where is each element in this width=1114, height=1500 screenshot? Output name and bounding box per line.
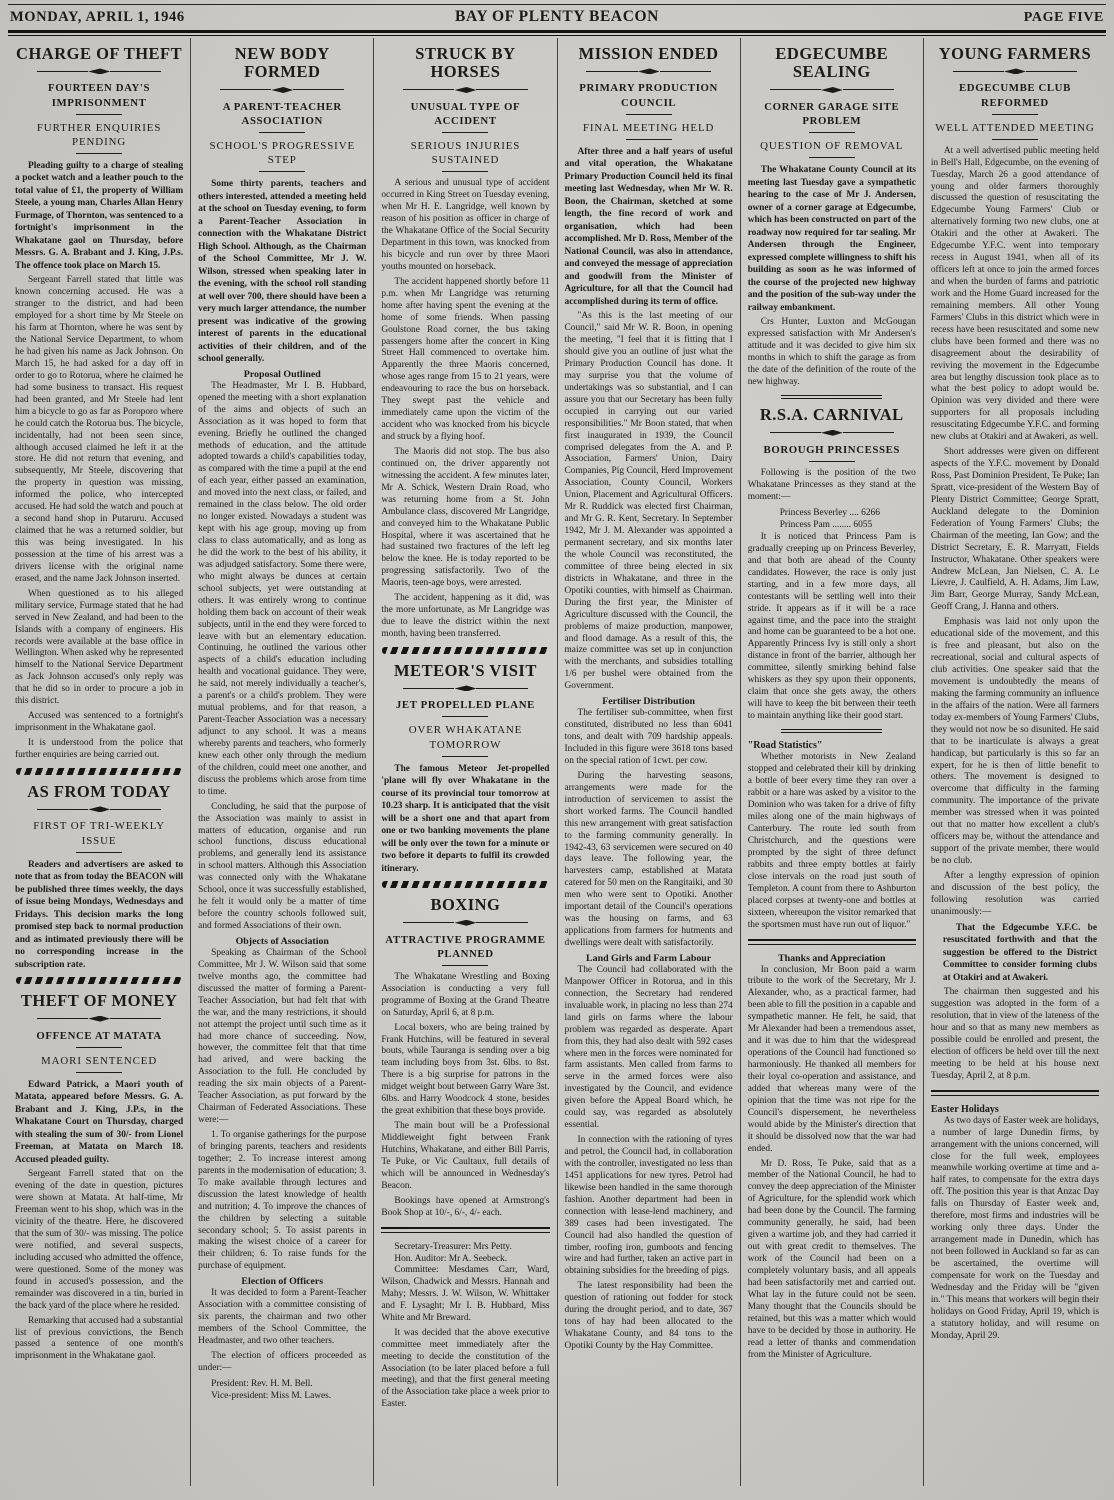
paragraph: In connection with the rationing of tyres and petrol, the Council had, in collaboration with the controller, investigated no less than 1451 applications for new tyres. Petrol had likewise been handled in the same thorough fashion. Another department had been in connection with lease-lend machinery, and 389 cases had been investigated. The Council had also handled the question of timber, roofing iron, gumboots and fencing wire and had further, taken an active part in obtaining subsidies for the breeding of pigs. — [564, 1135, 733, 1277]
paragraph: Sergeant Farrell stated that on the evening of the date in question, pictures were shown at Matata. At half-time, Mr Freeman went to his shop, which was in the vicinity of the theatre. Here, he discovered that the sum of 30/- was missing. The police were notified, and several suspects, including accused who admitted the offence, were questioned. Some of the money was found in accused's possession, and the remainder was discovered in a tin, buried in the back yard of the place where he resided. — [15, 1169, 184, 1311]
article — [381, 45, 549, 654]
deck-rule — [809, 461, 855, 462]
article — [381, 662, 549, 888]
paragraph: Crs Hunter, Luxton and McGougan expressed satisfaction with Mr Andersen's attitude and it was decided to give him six months in which to shift the garage as from the date of the definition of the route of the new highway. — [747, 317, 916, 387]
headline-divider — [37, 1016, 161, 1022]
paragraph: Bookings have opened at Armstrong's Book Shop at 10/-, 6/-, 4/- each. — [381, 1195, 550, 1218]
headline: METEOR'S VISIT — [393, 660, 537, 680]
subhead: "Road Statistics" — [747, 740, 823, 752]
sub-deck: SCHOOL'S PROGRESSIVE STEP — [209, 140, 356, 167]
subhead: Land Girls and Farm Labour — [586, 952, 712, 964]
paragraph: 1. To organise gatherings for the purpose of bringing parents, teachers and residents together; 2. To increase interest among parents in the modernisation of education; 3. To make available through lectures and discussion the latest knowledge of health and nutrition; 4. To improve the chances of the children by selecting a suitable secondary school; 5. To assist parents in making the wisest choice of a career for their children; 6. To raise funds for the purchase of equipment. — [198, 1130, 367, 1272]
paragraph: In conclusion, Mr Boon paid a warm tribute to the work of the Secretary, Mr J. Alexander, who, as a practical farmer, had been able to fill the position in a capable and sympathetic manner. He felt, he said, that Mr Alexander had been a tremendous asset, and it was due to him that the widespread operations of the Council had functioned so harmoniously. He thanked all members for their loyal co-operation and assistance, and added that whereas many were of the opinion that the time was not ripe for the Council's dispersement, he nevertheless would abide by the Minister's direction that it should be dissolved now that the war had ended. — [747, 964, 916, 1154]
paragraph: Following is the position of the two Whakatane Princesses as they stand at the moment:— — [747, 467, 916, 502]
subhead: Easter Holidays — [930, 1103, 999, 1115]
deck-rule — [259, 171, 305, 172]
deck: OFFENCE AT MATATA — [36, 1029, 162, 1042]
deck: UNUSUAL TYPE OF ACCIDENT — [410, 100, 521, 127]
deck-rule — [76, 1072, 122, 1073]
deck-rule — [442, 716, 488, 717]
article — [15, 45, 183, 775]
sub-deck: WELL ATTENDED MEETING — [935, 121, 1095, 134]
deck-rule — [76, 1047, 122, 1048]
paragraph: Committee: Mesdames Carr, Ward, Wilson, Chadwick and Messrs. Hannah and Mahy; Messrs. J. W. Wilson, W. Whittaker and F. Lysaght; Mr I. B. Hubbard, Miss White and Mr Breward. — [381, 1265, 550, 1323]
lead-paragraph: Edward Patrick, a Maori youth of Matata, appeared before Messrs. G. A. Brabant and J. King, J.P.s, in the Whakatane Court on Thursday, charged with stealing the sum of 30/- from Lionel Freeman, at Matata on March 18. Accused pleaded guilty. — [15, 1079, 184, 1165]
deck-rule — [442, 132, 488, 133]
newspaper-column-4 — [558, 38, 741, 1486]
heavy-rule — [931, 1090, 1099, 1096]
deck-rule — [809, 157, 855, 158]
paragraph: Speaking as Chairman of the School Committee, Mr J. W. Wilson said that some twelve months ago, the committee had discussed the matter of forming a Parent-Teacher Association, but had felt that with the war, and the many restrictions, it should not attempt the project until such time as it had more chance of succeeding. Now, however, the committee felt that that time had arived, and were backing the Association to the full. He concluded by reading the six main objects of a Parent-Teacher Association, as put forward by the Chairman of Federated Associations. These were:— — [198, 947, 367, 1126]
paragraph: The Maoris did not stop. The bus also continued on, the driver apparently not witnessing the accident. A few minutes later, Mr A. Schick, Western Drain Road, who was returning home from a St. John Ambulance class, discovered Mr Langridge, and conveyed him to the Whakatane Public Hospital, where it was ascertained that he had sustained two fractures of the left leg below the knee. He is today reported to be progressing satisfactorily. Two of the Maoris, teen-age boys, were arrested. — [381, 446, 550, 589]
article — [15, 992, 183, 1363]
paragraph: Remarking that accused had a substantial list of previous convictions, the Bench passed a sentence of one month's imprisonment in the Whakatane gaol. — [15, 1315, 184, 1362]
headline-divider — [403, 920, 527, 926]
paragraph: The accident, happening as it did, was the more unfortunate, as Mr Langridge was due to leave the district within the next month, having been transferred. — [381, 593, 550, 640]
arrow-ornament-icon — [638, 68, 660, 74]
paragraph: It is noticed that Princess Pam is gradually creeping up on Princess Beverley, and that both are ahead of the County candidates. However, the race is only just starting, and in a few more days, all contestants will be settling well into their stride. It appears as if it will be a race against time, and the pace into the straight and home can be guaranteed to be a hot one. Apparently Princess Ivy is still only a short distance in front of the barrier, although her committee, silently smirking behind false whiskers as they spy upon their opponents, claim that once she gets away, the others will have to keep the bit between their teeth to maintain anything like their good start. — [747, 531, 916, 722]
paragraph: During the harvesting seasons, arrangements were made for the introduction of servicemen to assist the short worked farms. The Council handled this new arrangement with great satisfaction to the farming community generally. In 1942-43, 63 servicemen were secured on 40 days leave. The following year, the harvesters camp, established at Matata catered for 50 men on the Rangitaiki, and 30 men who were sent to Opotiki. Another important detail of the Council's operations was the housing on farms, and 63 applications from farmers for hutments and dwellings were dealt with satisfactorily. — [564, 770, 733, 949]
deck-rule — [809, 132, 855, 133]
arrow-ornament-icon — [454, 920, 476, 926]
score-line: Princess Pam ........ 6055 — [779, 520, 873, 531]
deck-rule — [442, 171, 488, 172]
deck-rule — [992, 114, 1038, 115]
column-grid — [8, 38, 1106, 1486]
arrow-ornament-icon — [454, 87, 476, 93]
arrow-ornament-icon — [88, 68, 110, 74]
headline: NEW BODY FORMED — [234, 44, 330, 82]
wavy-divider — [16, 977, 182, 984]
wavy-divider — [382, 881, 548, 888]
sub-deck: SERIOUS INJURIES SUSTAINED — [410, 140, 521, 167]
deck: JET PROPELLED PLANE — [395, 699, 535, 712]
sub-deck: FIRST OF TRI-WEEKLY ISSUE — [33, 820, 165, 847]
lead-paragraph: The famous Meteor Jet-propelled 'plane will fly over Whakatane in the course of its provincial tour tomorrow at 10.23 sharp. It is anticipated that the visit will be a short one and that apart from one or two banking movements the plane will be only over the town for a minute or two before it departs to fulfil its crowded itinerary. — [381, 763, 550, 874]
sub-deck: FINAL MEETING HELD — [582, 121, 715, 134]
headline-divider — [220, 87, 344, 93]
sub-deck: MAORI SENTENCED — [41, 1054, 158, 1067]
lead-paragraph: Readers and advertisers are asked to note that as from today the BEACON will be published three times weekly, the days of issue being Mondays, Wednesdays and Fridays. This decision marks the long promised step back to normal production and as intimated previously there will be no corresponding increase in the subscription rate. — [15, 859, 184, 970]
score-line: Princess Beverley .... 6266 — [779, 507, 880, 518]
arrow-ornament-icon — [271, 87, 293, 93]
headline-divider — [770, 430, 894, 436]
deck-rule — [626, 139, 672, 140]
headline: MISSION ENDED — [578, 44, 719, 63]
double-rule — [781, 729, 882, 734]
article — [15, 783, 183, 984]
deck-rule — [76, 114, 122, 115]
officer-line: Hon. Auditor: Mr A. Seebeck. — [394, 1253, 508, 1264]
lead-paragraph: Pleading guilty to a charge of stealing a pocket watch and a leather pouch to the total value of £1, the property of William Steele, a young man, Charles Allan Henry Furmage, of Thornton, was sentenced to a fortnight's imprisonment in the Whakatane gaol on Thursday, before Messrs. G. A. Brabant and J. King, J.P.s. The offence took place on March 15. — [15, 160, 184, 271]
subhead: Election of Officers — [241, 1276, 324, 1288]
article — [748, 45, 916, 399]
paragraph: It is understood from the police that further enquiries are being carried out. — [15, 738, 184, 760]
heavy-rule — [381, 1227, 549, 1233]
headline: AS FROM TODAY — [27, 781, 171, 801]
deck-rule — [76, 153, 122, 154]
paragraph: The election of officers proceeded as under:— — [198, 1350, 367, 1373]
deck-rule — [442, 756, 488, 757]
deck-rule — [76, 852, 122, 853]
heavy-rule — [748, 939, 916, 945]
deck: EDGECUMBE CLUB REFORMED — [959, 82, 1071, 109]
article — [565, 45, 733, 1353]
headline: STRUCK BY HORSES — [415, 44, 516, 82]
paragraph: Sergeant Farrell stated that little was known concerning accused. He was a stranger to the district, and had been employed for a short time by Mr Steele on his farm at Thornton, where he was sent by the National Service Department, to whom he had given his name as Jack Johnson. On March 15, he had asked for a day off in order to go to Rotorua, where he claimed he had some business to transact. His request had been granted, and Mr Steele had lent him a bicycle to go as far as Poroporo where he could catch the Rotorua bus. The bicycle, incidentally, had not been seen since, although accused claimed he left it at the store. He did not return that evening, and subsequently, Mr Steele, discovering that the property in question was missing, informed the police, who intercepted accused. He had sold the watch and pouch at a second hand shop in Putaruru. Accused claimed that he was a returned soldier, but this was being investigated. In his possession at the time of his arrest was a drivers license with the original name erased, and the name Jack Johnson inserted. — [15, 275, 184, 584]
masthead-date: MONDAY, APRIL 1, 1946 — [10, 9, 185, 25]
paragraph: After a lengthy expression of opinion and discussion of the best policy, the following resolution was carried unanimously:— — [930, 870, 1100, 917]
paragraph: Concluding, he said that the purpose of the Association was mainly to assist in matters of education, organise and run school functions, discuss educational problems, and generally lend its assistance in school matters. Although this Association was connected only with the Whakatane School, once it was successfully established, he felt it would only be a matter of time before the country schools followed suit, and formed Associations of their own. — [198, 801, 367, 932]
lead-paragraph: The Whakatane County Council at its meeting last Tuesday gave a sympathetic hearing to the case of Mr J. Andersen, owner of a corner garage at Edgecumbe, which has been constructed on part of the roadway now required for tar sealing. Mr Andersen through the Engineer, expressed complete willingness to shift his building as soon as he was informed of the course of the projected new highway and the position of the sub-way under the railway embankment. — [747, 165, 916, 313]
article — [931, 1104, 1099, 1343]
paragraph: At a well advertised public meeting held in Bell's Hall, Edgecumbe, on the evening of Tuesday, March 26 a good attendance of young and older farmers thoroughly discussed the question of resuscitating the Edgecumbe Young Farmers' Club or alternatively forming two new clubs, one at Otakiri and the other at Awakeri. The Edgecumbe Y.F.C. went into temporary recess in August 1941, when all of its officers left at once to join the armed forces and when the burden of farms and patriotic work and the Home Guard increased for the remaining members. All other Young Farmers' Clubs in this district which were in recess have been resuscitated and some new clubs have been formed and there was no disagreement about the desirability of reviving the movement in the Edgecumbe area but lengthy discussion took place as to what the best policy to adopt would be. Opinion was very divided and there were supporters for all proposals including resuscitating Edgecumbe Y.F.C. and forming new clubs at Otakiri and at Awakeri, as well. — [930, 145, 1100, 443]
officer-line: Vice-president: Miss M. Lawes. — [211, 1391, 332, 1402]
article — [748, 406, 916, 733]
newspaper-column-6 — [924, 38, 1106, 1486]
lead-paragraph: After three and a half years of useful and vital operation, the Whakatane Primary Production Council held its final meeting last Wednesday, when Mr W. R. Boon, the Chairman, sketched at some length, the fine record of work and organisation, which had been accomplished. Mr D. Ross, Member of the National Council, was also in attendance, and conveyed the message of appreciation and goodwill from the Minister of Agriculture, for all that the Council had accomplished during its term of office. — [564, 146, 733, 307]
lead-paragraph: Some thirty parents, teachers and others interested, attended a meeting held at the school on Tuesday evening, to form a Parent-Teacher Association in connection with the Whakatane District High School. Although, as the Chairman of the School Committee, Mr J. W. Wilson, stressed when speaking later in the evening, with the school roll standing at well over 700, there should have been a very much larger attendance, the number present was indicative of the growing interest of parents in the educational activities of their children, and of the school generally. — [198, 179, 367, 365]
arrow-ornament-icon — [821, 87, 843, 93]
article — [381, 1241, 549, 1412]
paragraph: As two days of Easter week are holidays, a number of large Dunedin firms, by arrangement with the unions concerned, will close for the full week, employees meanwhile working overtime at time and a-half rates, to compensate for the extra days off. The position this year is that Anzac Day falls on Thursday of Easter week and, therefore, most firms and industries will be working only three days. Under the arrangement made in Dunedin, which has not been followed in Auckland so far as can be ascertained, the overtime will compensate for work on the Tuesday and Wednesday and the Friday will be "given in." This means that workers will begin their holidays on Good Friday, April 19, which is a statutory holiday, and will resume on Monday, April 29. — [930, 1115, 1100, 1341]
headline: BOXING — [430, 895, 501, 915]
paragraph: Accused was sentenced to a fortnight's imprisonment in the Whakatane gaol. — [15, 711, 184, 734]
paragraph: It was decided that the above executive committee meet immediately after the meeting to decide the constitution of the Association (to be later placed before a full meeting), and that the first general meeting of the Association take place a week prior to Easter. — [381, 1327, 550, 1410]
headline: R.S.A. CARNIVAL — [759, 405, 904, 425]
sub-deck: OVER WHAKATANE TOMORROW — [408, 724, 523, 751]
newspaper-column-3 — [374, 38, 557, 1486]
headline-divider — [953, 68, 1077, 74]
headline-divider — [770, 87, 894, 93]
deck: ATTRACTIVE PROGRAMME PLANNED — [385, 933, 546, 960]
deck-rule — [992, 139, 1038, 140]
double-rule — [781, 395, 882, 400]
arrow-ornament-icon — [88, 1016, 110, 1022]
headline-divider — [403, 685, 527, 691]
paragraph: "As this is the last meeting of our Council," said Mr W. R. Boon, in opening the meeting, "I feel that it is fitting that I should give you an outline of just what the Primary Production Council has done. It may surprise you that the volume of undertakings was so substantial, and I can assure you that our Secretary has been fully occupied in carrying out our varied responsibilities." Mr Boon stated, that when first inaugurated in 1939, the Council comprised delegates from the A. and P. Association, Farmers' Union, Dairy Companies, Pig Council, Herd Improvement Association, County Council, Workers Union, Placement and Agricultural Officers. Mr R. Ruddick was elected first Chairman, and Mr G. R. Kent, Secretary. In September 1942, Mr J. M. Alexander was appointed a permanent secretary, and six months later the whole Council was reconstituted, the committee of three being elected in six districts in Whakatane, and three in the Opotiki counties, with himself as Chairman. During the first year, the Minister of Agriculture discussed with the Council, the problems of maize production, manpower, and flood damage. As a result of this, the maize committee was set up in conjunction with the merchants, and subsidies totalling 1/6 per bushel were obtained from the Government. — [564, 311, 733, 692]
arrow-ornament-icon — [88, 806, 110, 812]
sub-deck: FURTHER ENQUIRIES PENDING — [36, 121, 162, 148]
arrow-ornament-icon — [821, 430, 843, 436]
headline: THEFT OF MONEY — [20, 991, 178, 1011]
headline-divider — [403, 87, 527, 93]
wavy-divider — [16, 768, 182, 775]
article — [381, 896, 549, 1232]
paragraph: Whether motorists in New Zealand stopped and celebrated their kill by drinking a bottle of beer every time they ran over a rabbit or a hare was asked by a visitor to the Dominion who was taken for a drive of fifty miles along one of the main highways of Canterbury. The route led south from Christchurch, and the questions were prompted by the sight of three defunct rabbits and three empty bottles at fairly close intervals on the road just south of Templeton. A count from there to Ashburton placed corpses at twenty-one and bottles at sixteen, whereupon the visitor remarked that the sportsmen must have run out of liquor." — [747, 752, 916, 930]
deck-rule — [259, 132, 305, 133]
newspaper-column-5 — [741, 38, 924, 1486]
deck-rule — [626, 114, 672, 115]
newspaper-column-1 — [8, 38, 191, 1486]
deck: PRIMARY PRODUCTION COUNCIL — [579, 82, 718, 109]
headline: CHARGE OF THEFT — [16, 44, 183, 63]
subhead: Objects of Association — [235, 935, 329, 947]
paragraph: The Whakatane Wrestling and Boxing Association is conducting a very full programme of Boxing at the Grand Theatre on Saturday, April 6, at 8 p.m. — [381, 971, 550, 1018]
arrow-ornament-icon — [454, 685, 476, 691]
subhead: Fertiliser Distribution — [602, 696, 695, 708]
headline: YOUNG FARMERS — [938, 44, 1092, 63]
paragraph: Short addresses were given on different aspects of the Y.F.C. movement by Donald Ross, Past Dominion President, Te Puke; Ian Spratt, vice-president of the Western Bay of Plenty District Committee; George Spratt, Auckland delegate to the Dominion Federation of Young Farmers' Clubs; the Chairman of the meeting, Ian Gow; and the District Secretary, E. R. Marryatt, Fields Instructor, Whakatane. Other speakers were Andrew McLean, Jan Nielsen, C. A. Le Lievre, J. Caulfield, A. H. Adams, Jim Law, Jim Barr, George Murray, Sandy McLean, Geoff Crang, J. Hanna and others. — [930, 447, 1100, 613]
article — [748, 740, 916, 944]
paragraph: The accident happened shortly before 11 p.m. when Mr Langridge was returning home after having spent the evening at the home of some friends. When passing Goulstone Road corner, the bus taking passengers home after the concert in King Street Hall commenced to overtake him. Apparently the three Maoris concerned, whose ages range from 15 to 21 years, were endeavouring to race the bus on horseback. They swept past the vehicle and immediately came upon the victim of the accident who was knocked from his bicycle and struck by a flying hoof. — [381, 276, 550, 443]
paragraph: The main bout will be a Professional Middleweight fight between Frank Hutchins, Whakatane, and either Bill Parris, Te Puke, or Vic Caultaux, full details of which will be announced in Wednesday's Beacon. — [381, 1121, 550, 1191]
article — [931, 45, 1099, 1096]
paragraph: It was decided to form a Parent-Teacher Association with a committee consisting of six parents, the chairman and two other members of the School Committee, the Headmaster, and two other teachers. — [198, 1288, 367, 1347]
paragraph: Mr D. Ross, Te Puke, said that as a member of the National Council, he had to convey the deep appreciation of the Minister of Agriculture, for the splendid work which had been done by the Council. The farming community generally, he said, had been given a wartime job, and they had carried it out with great credit to themselves. The work of the Council had been on a completely voluntary basis, and all appeals had been satisfactorily met and carried out. What lay in the future could not be seen. Many thought that the Councils should be retained, but this was a matter which would have to be decided by those in authority. He read a letter of thanks and commendation from the Minister of Agriculture. — [747, 1158, 916, 1360]
masthead-rule — [8, 30, 1106, 36]
deck: CORNER GARAGE SITE PROBLEM — [764, 100, 900, 127]
resolution-paragraph: That the Edgecumbe Y.F.C. be resuscitated forthwith and that the suggestion be offered to the District Committee to consider forming clubs at Otakiri and at Awakeri. — [942, 922, 1098, 983]
headline-divider — [586, 68, 710, 74]
subhead: Proposal Outlined — [243, 368, 321, 380]
wavy-divider — [382, 647, 548, 654]
arrow-ornament-icon — [1004, 68, 1026, 74]
paragraph: When questioned as to his alleged military service, Furmage stated that he had served in New Zealand, and had been to the Islands with a company of engineers. His records were available at the base office in Wellington. When asked why he represented himself to the National Service Department as Jack Johnson accused's only reply was that he did so in order to procure a job in this district. — [15, 588, 184, 707]
sub-deck: QUESTION OF REMOVAL — [760, 140, 904, 152]
masthead-page-number: PAGE FIVE — [1023, 10, 1104, 25]
officer-line: Secretary-Treasurer: Mrs Petty. — [394, 1241, 512, 1252]
deck: FOURTEEN DAY'S IMPRISONMENT — [48, 82, 151, 109]
headline-divider — [37, 68, 161, 74]
headline: EDGECUMBE SEALING — [775, 44, 889, 82]
masthead-title: BAY OF PLENTY BEACON — [455, 8, 659, 25]
paragraph: The Council had collaborated with the Manpower Officer in Rotorua, and in this connection, the Secretary had rendered invaluable work, in placing no less than 274 land girls on farms where the labour problem was regarded as desperate. Apart from this, they had also dealt with 592 cases where men in the forces were nominated for farm assistants. Men called from farms to serve in the armed forces were also investigated by the Council, and evidence given before the Appeal Board which, he could say, was regarded as absolutely essential. — [564, 964, 733, 1131]
headline-divider — [37, 806, 161, 812]
paragraph: The fertiliser sub-committee, when first constituted, distributed no less than 6041 tons, and dealt with 709 hardship appeals. Included in this figure were 3618 tons based on the special ration of 1cwt. per cow. — [564, 708, 733, 766]
deck-rule — [442, 965, 488, 966]
newspaper-column-2 — [191, 38, 374, 1486]
article — [198, 45, 366, 1402]
officer-line: President: Rev. H. M. Bell. — [211, 1378, 313, 1389]
deck: BOROUGH PRINCESSES — [763, 443, 901, 456]
article — [748, 953, 916, 1362]
paragraph: The chairman then suggested and his suggestion was adopted in the form of a resolution, that in view of the lateness of the hour and so that as many new members as possible could be enrolled and present, the election of officers be held over till the next meeting to be held at his house next Tuesday, April 2, at 8 p.m. — [930, 987, 1100, 1081]
masthead — [8, 4, 1106, 30]
paragraph: The latest responsibility had been the question of rationing out fodder for stock during the drought period, and to date, 367 tons of hay had been allocated to the Whakatane County, and 84 tons to the Opotiki County by the Hay Committee. — [564, 1281, 733, 1352]
deck: A PARENT-TEACHER ASSOCIATION — [222, 100, 342, 127]
paragraph: Local boxers, who are being trained by Frank Hutchins, will be featured in several bouts, while Tauranga is sending over a big team including boys from 3st. 6lbs. to 8st. There is a big surprise for patrons in the midget weight bout between Garry Ware 3st. 6lbs. and Harry Woodcock 4 stone, besides the great exhibition that these boys provide. — [381, 1022, 550, 1117]
paragraph: Emphasis was laid not only upon the educational side of the movement, and this is free and pleasant, but also on the recreational, social and cultural aspects of club activities. One speaker said that the movement is undoubtedly the means of making the farming community an influence in the affairs of the nation. Were all farmers today ex-members of Young Farmers' Clubs, they would not now be so disunited. He said that to be inarticulate is always a great handicap, but particularly is this so far an expert, for he is then of little benefit to others. The movement is designed to overcome that difficulty in the farming community. The importance of the private member was stressed when it was pointed out that no matter how excellent a club's officers may be, without the attendance and support of the private member, there would be no club. — [930, 617, 1100, 867]
paragraph: A serious and unusual type of accident occurred in King Street on Tuesday evening, when Mr H. E. Langridge, well known by reason of his position as officer in charge of the Whakatane Office of the Social Security Department in this town, was knocked from his bicycle and run over by three Maori youths mounted on horseback. — [381, 178, 550, 272]
subhead: Thanks and Appreciation — [778, 952, 886, 964]
paragraph: The Headmaster, Mr I. B. Hubbard, opened the meeting with a short explanation of the aims and objects of such an Association as it was hoped to form that evening. Briefly he outlined the changed methods of education, and the attitude adopted towards a child's capabilities today, as compared with the time a pupil at the end of each year, either passed an examination, and moved into the next class, or failed, and remained in the class below. The old order no longer existed. Nowadays a student was kept with his age group, moving up from class to class automatically, and as long as he did the work to the best of his ability, it was adjudged satisfactory. Some there were, who might always be dunces at certain school subjects, yet were outstanding at others. It was entirely wrong to continue holding them back on account of their weak subjects, until in the end they were forced to leave with but an elementary education. Continuing, he outlined the various other aspects of a child's education including health and vocational guidance. They were, he said, not merely individually a teacher's, a parent's or a child's problem. They were mutual problems, and for that reason, a Parent-Teacher Association was a necessary adjunct to any school. It was a means whereby parents and teachers, who formerly knew each other only through the medium of the children, could meet one another, and discuss the problems which arose from time to time. — [198, 380, 367, 797]
